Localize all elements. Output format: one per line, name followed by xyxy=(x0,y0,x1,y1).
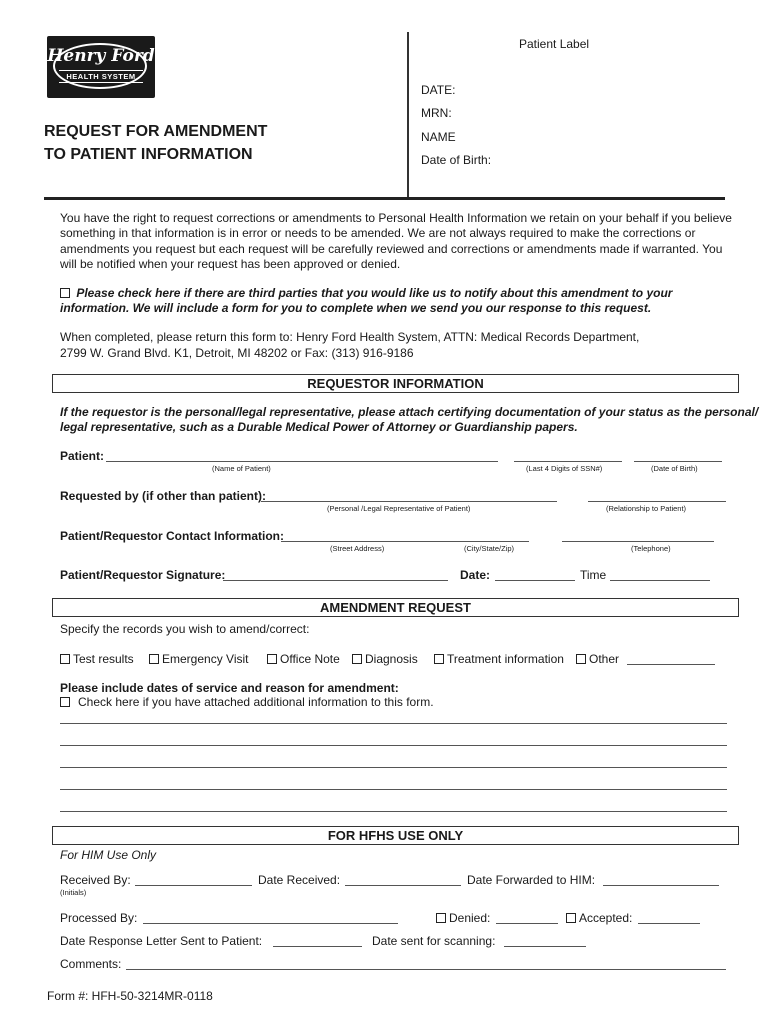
time-label: Time xyxy=(580,568,607,582)
checkbox[interactable] xyxy=(352,654,362,664)
third-party-line-2: information. We will include a form for you to complete when we send you our response to this request. xyxy=(60,301,652,315)
city-caption: (City/State/Zip) xyxy=(464,544,515,553)
other-input[interactable] xyxy=(627,663,715,665)
dob-label: Date of Birth: xyxy=(421,153,492,167)
ssn-input[interactable] xyxy=(514,460,622,462)
dates-reason-label: Please include dates of service and reason for amendment: xyxy=(60,681,399,695)
received-by-input[interactable] xyxy=(135,884,252,886)
specify-label: Specify the records you wish to amend/correct: xyxy=(60,622,310,636)
mrn-label: MRN: xyxy=(421,106,452,120)
name-of-patient-caption: (Name of Patient) xyxy=(212,464,271,473)
reason-line[interactable] xyxy=(60,810,727,812)
telephone-input[interactable] xyxy=(562,540,714,542)
amendment-heading: AMENDMENT REQUEST xyxy=(52,598,739,617)
third-party-notice xyxy=(60,286,740,300)
requestor-heading: REQUESTOR INFORMATION xyxy=(52,374,739,393)
relationship-input[interactable] xyxy=(588,500,726,502)
patient-name-input[interactable] xyxy=(106,460,498,462)
patient-field-label: Patient: xyxy=(60,449,105,463)
option-label: Office Note xyxy=(280,652,340,666)
signature-label: Patient/Requestor Signature: xyxy=(60,568,226,582)
initials-caption: (Initials) xyxy=(60,888,87,897)
response-sent-label: Date Response Letter Sent to Patient: xyxy=(60,934,263,948)
option-label: Emergency Visit xyxy=(162,652,249,666)
return-line-1: When completed, please return this form to: Henry Ford Health System, ATTN: Medical Records Department, xyxy=(60,330,640,344)
denied-field[interactable] xyxy=(436,911,490,925)
reason-line[interactable] xyxy=(60,766,727,768)
option-treatment-information[interactable] xyxy=(434,652,564,666)
received-by-label: Received By: xyxy=(60,873,131,887)
attached-label: Check here if you have attached additional information to this form. xyxy=(78,695,434,709)
comments-input[interactable] xyxy=(126,968,726,970)
relationship-caption: (Relationship to Patient) xyxy=(606,504,687,513)
option-label: Treatment information xyxy=(447,652,564,666)
third-party-line-1: Please check here if there are third parties that you would like us to notify about this amendment to your xyxy=(76,286,673,300)
denied-checkbox[interactable] xyxy=(436,913,446,923)
comments-label: Comments: xyxy=(60,957,122,971)
scanning-input[interactable] xyxy=(504,945,586,947)
checkbox[interactable] xyxy=(267,654,277,664)
option-emergency-visit[interactable] xyxy=(149,652,248,666)
signature-date-input[interactable] xyxy=(495,579,575,581)
contact-input[interactable] xyxy=(281,540,529,542)
third-party-checkbox[interactable] xyxy=(60,288,70,298)
contact-info-label: Patient/Requestor Contact Information: xyxy=(60,529,285,543)
hfhs-heading: FOR HFHS USE ONLY xyxy=(52,826,739,845)
title-line-2: TO PATIENT INFORMATION xyxy=(44,146,253,163)
header-divider xyxy=(407,32,409,198)
option-office-note[interactable] xyxy=(267,652,340,666)
accepted-label: Accepted: xyxy=(579,911,633,925)
checkbox[interactable] xyxy=(434,654,444,664)
dob-input[interactable] xyxy=(634,460,722,462)
accepted-input[interactable] xyxy=(638,922,700,924)
date-received-label: Date Received: xyxy=(258,873,341,887)
signature-date-label: Date: xyxy=(460,568,491,582)
rights-paragraph: You have the right to request corrections or amendments to Personal Health Information we retain on your behalf if you believe something in that information is in error or needs to be amended. We are not always required to make the corrections or amendments you request but each request will be carefully reviewed and corrections or amendments made if warranted. You will be notified when your request has been approved or denied. xyxy=(60,211,732,271)
page-title xyxy=(44,120,267,166)
accepted-field[interactable] xyxy=(566,911,632,925)
option-label: Other xyxy=(589,652,620,666)
return-line-2: 2799 W. Grand Blvd. K1, Detroit, MI 48202 or Fax: (313) 916-9186 xyxy=(60,346,414,360)
reason-line[interactable] xyxy=(60,744,727,746)
scanning-label: Date sent for scanning: xyxy=(372,934,496,948)
name-label: NAME xyxy=(421,130,456,144)
requested-by-label: Requested by (if other than patient): xyxy=(60,489,267,503)
checkbox[interactable] xyxy=(60,654,70,664)
processed-by-input[interactable] xyxy=(143,922,398,924)
form-number: Form #: HFH-50-3214MR-0118 xyxy=(47,989,213,1003)
signature-input[interactable] xyxy=(223,579,448,581)
response-sent-input[interactable] xyxy=(273,945,362,947)
denied-input[interactable] xyxy=(496,922,558,924)
patient-label: Patient Label xyxy=(519,37,590,51)
option-diagnosis[interactable] xyxy=(352,652,418,666)
denied-label: Denied: xyxy=(449,911,491,925)
attached-info[interactable] xyxy=(60,695,434,709)
dob-caption: (Date of Birth) xyxy=(651,464,698,473)
title-line-1: REQUEST FOR AMENDMENT xyxy=(44,123,268,140)
street-caption: (Street Address) xyxy=(330,544,385,553)
option-label: Diagnosis xyxy=(365,652,418,666)
requested-by-input[interactable] xyxy=(261,500,557,502)
henry-ford-logo xyxy=(47,36,155,98)
accepted-checkbox[interactable] xyxy=(566,913,576,923)
date-forwarded-input[interactable] xyxy=(603,884,719,886)
date-label: DATE: xyxy=(421,83,456,97)
personal-rep-caption: (Personal /Legal Representative of Patient) xyxy=(327,504,471,513)
logo-band: HEALTH SYSTEM xyxy=(59,70,143,83)
attached-checkbox[interactable] xyxy=(60,697,70,707)
checkbox[interactable] xyxy=(576,654,586,664)
option-other[interactable] xyxy=(576,652,619,666)
checkbox[interactable] xyxy=(149,654,159,664)
logo-script: Henry Ford xyxy=(47,46,155,66)
option-label: Test results xyxy=(73,652,134,666)
requestor-note-2: legal representative, such as a Durable Medical Power of Attorney or Guardianship papers. xyxy=(60,420,578,434)
ssn-caption: (Last 4 Digits of SSN#) xyxy=(526,464,603,473)
option-test-results[interactable] xyxy=(60,652,134,666)
time-input[interactable] xyxy=(610,579,710,581)
requestor-note-1: If the requestor is the personal/legal representative, please attach certifying documentation of your status as the personal/ xyxy=(60,405,759,419)
processed-by-label: Processed By: xyxy=(60,911,138,925)
telephone-caption: (Telephone) xyxy=(631,544,671,553)
reason-line[interactable] xyxy=(60,788,727,790)
date-forwarded-label: Date Forwarded to HIM: xyxy=(467,873,596,887)
header-rule xyxy=(44,197,725,200)
date-received-input[interactable] xyxy=(345,884,461,886)
reason-line[interactable] xyxy=(60,722,727,724)
him-label: For HIM Use Only xyxy=(60,848,157,862)
